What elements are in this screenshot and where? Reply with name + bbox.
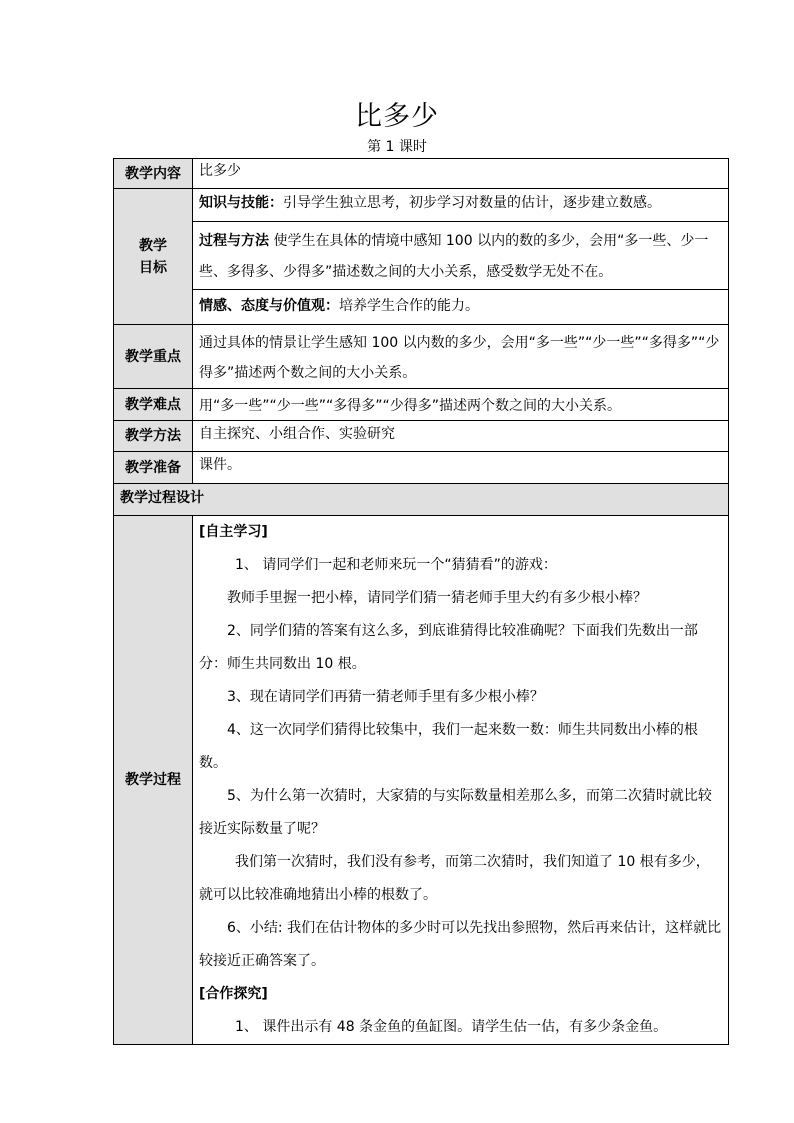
objective-key: 知识与技能： (199, 195, 283, 211)
row-process (114, 516, 729, 1045)
process-paragraph: 1、 课件出示有 48 条金鱼的鱼缸图。请学生估一估，有多少条金鱼。 (235, 1019, 668, 1035)
value-keypoints: 通过具体的情景让学生感知 100 以内数的多少，会用“多一些”“少一些”“多得多”“少得多”描述两个数之间的大小关系。 (193, 325, 729, 389)
row-prep (114, 452, 729, 484)
section-process-design: 教学过程设计 (114, 484, 729, 516)
label-method: 教学方法 (114, 421, 193, 452)
objective-item (193, 189, 729, 222)
row-objectives-3 (114, 290, 729, 325)
objective-item (193, 222, 729, 290)
document-title: 比多少 (355, 101, 439, 132)
process-content (193, 516, 729, 1045)
process-paragraph: 我们第一次猜时，我们没有参考，而第二次猜时，我们知道了 10 根有多少，就可以比较准确地猜出小棒的根数了。 (199, 854, 710, 903)
row-objectives-2 (114, 222, 729, 290)
value-content: 比多少 (193, 159, 729, 189)
objective-text: 使学生在具体的情境中感知 100 以内的数的多少，会用“多一些、少一些、多得多、少得多”描述数之间的大小关系，感受数学无处不在。 (199, 233, 709, 280)
objective-text: 培养学生合作的能力。 (339, 298, 479, 314)
row-content (114, 159, 729, 189)
value-method: 自主探究、小组合作、实验研究 (193, 421, 729, 452)
row-keypoints (114, 325, 729, 389)
document-subtitle: 第 1 课时 (367, 139, 427, 155)
process-paragraph: 3、现在请同学们再猜一猜老师手里有多少根小棒？ (227, 689, 544, 705)
label-difficulty: 教学难点 (114, 389, 193, 421)
objective-item (193, 290, 729, 325)
lesson-plan-table (113, 158, 729, 1045)
row-objectives-1 (114, 189, 729, 222)
process-paragraph: 5、为什么第一次猜时，大家猜的与实际数量相差那么多，而第二次猜时就比较接近实际数量了呢？ (199, 788, 712, 837)
value-prep: 课件。 (193, 452, 729, 484)
label-prep: 教学准备 (114, 452, 193, 484)
process-paragraph: 2、同学们猜的答案有这么多，到底谁猜得比较准确呢？下面我们先数出一部分：师生共同数出 10 根。 (199, 623, 698, 672)
row-design-header (114, 484, 729, 516)
process-paragraph: 1、 请同学们一起和老师来玩一个“猜猜看”的游戏： (235, 557, 557, 573)
objective-text: 引导学生独立思考，初步学习对数量的估计，逐步建立数感。 (283, 195, 661, 211)
label-process: 教学过程 (114, 516, 193, 1045)
process-section-heading: [自主学习] (199, 524, 268, 540)
process-paragraph: 6、小结: 我们在估计物体的多少时可以先找出参照物，然后再来估计，这样就比较接近正确答案了。 (199, 920, 722, 969)
label-objectives: 教学 目标 (114, 189, 193, 325)
process-paragraph: 4、这一次同学们猜得比较集中，我们一起来数一数：师生共同数出小棒的根数。 (199, 722, 698, 771)
value-difficulty: 用“多一些”“少一些”“多得多”“少得多”描述两个数之间的大小关系。 (193, 389, 729, 421)
row-method (114, 421, 729, 452)
process-section-heading: [合作探究] (199, 986, 268, 1002)
process-paragraph: 教师手里握一把小棒，请同学们猜一猜老师手里大约有多少根小棒？ (227, 590, 647, 606)
label-keypoints: 教学重点 (114, 325, 193, 389)
objective-key: 过程与方法 (199, 233, 269, 249)
label-content: 教学内容 (114, 159, 193, 189)
row-difficulty (114, 389, 729, 421)
objective-key: 情感、态度与价值观： (199, 298, 339, 314)
